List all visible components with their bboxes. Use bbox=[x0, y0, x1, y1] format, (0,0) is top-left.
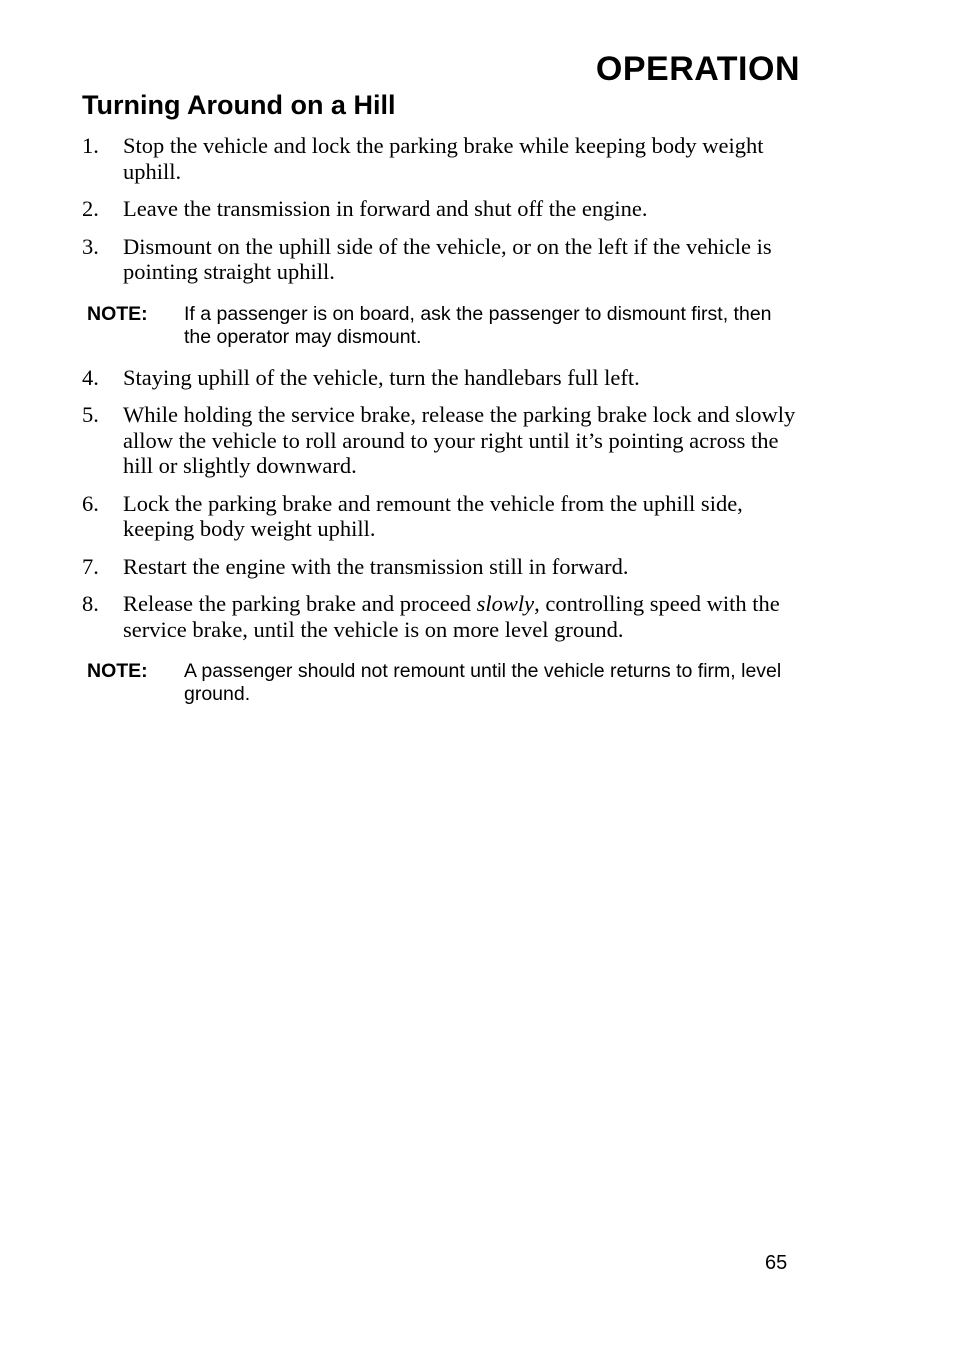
step-text: Leave the transmission in forward and shut off the engine. bbox=[123, 196, 648, 221]
list-item bbox=[82, 365, 804, 391]
note-label: NOTE: bbox=[87, 660, 148, 682]
list-item bbox=[82, 554, 804, 580]
list-item bbox=[82, 133, 804, 184]
instructions bbox=[82, 133, 804, 722]
note bbox=[87, 660, 804, 706]
list-item bbox=[82, 196, 804, 222]
step-number: 5. bbox=[82, 402, 99, 427]
list-item bbox=[82, 591, 804, 642]
step-number: 7. bbox=[82, 553, 99, 579]
page-title: Turning Around on a Hill bbox=[82, 90, 396, 120]
list-item bbox=[82, 491, 804, 542]
step-text-emphasis: slowly bbox=[476, 591, 535, 616]
step-text bbox=[123, 591, 804, 642]
note-text: If a passenger is on board, ask the passenger to dismount first, then the operator may dismount. bbox=[184, 302, 772, 348]
note-text: A passenger should not remount until the vehicle returns to firm, level ground. bbox=[184, 660, 782, 705]
page-number: 65 bbox=[765, 1252, 788, 1274]
step-text: Stop the vehicle and lock the parking brake while keeping body weight uphill. bbox=[123, 133, 764, 184]
note bbox=[87, 303, 804, 349]
step-text: Restart the engine with the transmission still in forward. bbox=[123, 553, 629, 579]
note-label: NOTE: bbox=[87, 302, 148, 325]
list-item bbox=[82, 402, 804, 479]
step-text: Lock the parking brake and remount the vehicle from the uphill side, keeping body weight uphill. bbox=[123, 490, 743, 541]
list-item bbox=[82, 234, 804, 285]
step-text-before: Release the parking brake and proceed bbox=[123, 591, 477, 616]
step-number: 3. bbox=[82, 233, 99, 259]
step-text: Staying uphill of the vehicle, turn the handlebars full left. bbox=[123, 364, 640, 390]
step-text: While holding the service brake, release the parking brake lock and slowly allow the vehicle to roll around to your right until it’s pointing across the hill or slightly downward. bbox=[123, 402, 796, 478]
step-text-after: , controlling speed with the service brake, until the vehicle is on more level ground. bbox=[123, 591, 780, 642]
step-text: Dismount on the uphill side of the vehicle, or on the left if the vehicle is pointing straight uphill. bbox=[123, 233, 772, 284]
step-number: 1. bbox=[82, 133, 99, 158]
step-number: 6. bbox=[82, 490, 99, 516]
step-number: 4. bbox=[82, 364, 99, 390]
step-number: 8. bbox=[82, 591, 99, 616]
step-number: 2. bbox=[82, 196, 99, 221]
section-header: OPERATION bbox=[595, 50, 800, 88]
